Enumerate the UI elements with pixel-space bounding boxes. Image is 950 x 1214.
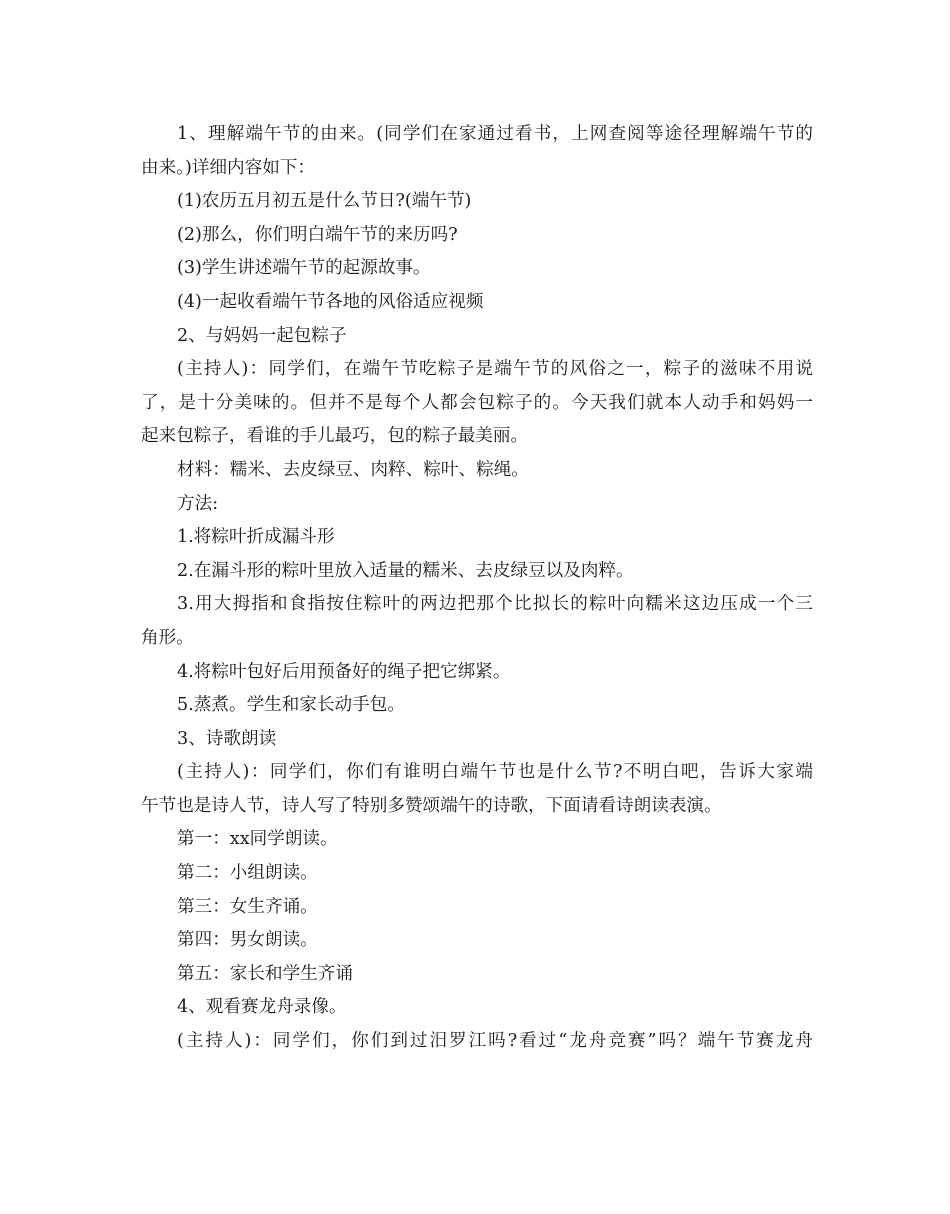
text-line: 3.用大拇指和食指按住粽叶的两边把那个比拟长的粽叶向糯米这边压成一个三 [177,594,813,615]
text-line: (主持人)：同学们，你们有谁明白端午节也是什么节?不明白吧，告诉大家端 [177,762,813,783]
text-line: (4)一起收看端午节各地的风俗适应视频 [177,291,484,312]
text-line: 2、与妈妈一起包粽子 [177,325,347,346]
text-line: (主持人)：同学们，在端午节吃粽子是端午节的风俗之一，粽子的滋味不用说 [177,359,813,380]
text-line: 第四：男女朗读。 [177,930,318,951]
text-line: 材料：糯米、去皮绿豆、肉粹、粽叶、粽绳。 [177,459,529,480]
text-line: (2)那么，你们明白端午节的来历吗? [177,224,458,245]
text-line: 了，是十分美味的。但并不是每个人都会包粽子的。今天我们就本人动手和妈妈一 [141,392,813,413]
document-body [141,118,813,1059]
text-line: 午节也是诗人节，诗人写了特别多赞颂端午的诗歌，下面请看诗朗读表演。 [141,795,722,816]
text-line: 3、诗歌朗读 [177,728,277,749]
text-line: 由来。)详细内容如下： [141,157,316,178]
text-line: (主持人)：同学们，你们到过汨罗江吗?看过“龙舟竞赛”吗？端午节赛龙舟 [177,1031,813,1052]
text-line: (1)农历五月初五是什么节日?(端午节) [177,191,472,212]
text-line: 4、观看赛龙舟录像。 [177,997,347,1018]
text-line: 起来包粽子，看谁的手儿最巧，包的粽子最美丽。 [141,426,529,447]
text-line: 1.将粽叶折成漏斗形 [177,527,335,548]
text-line: 角形。 [141,627,194,648]
text-line: (3)学生讲述端午节的起源故事。 [177,258,431,279]
text-line: 1、理解端午节的由来。(同学们在家通过看书，上网查阅等途径理解端午节的 [177,124,813,144]
text-line: 方法: [177,493,219,514]
text-line: 第二：小组朗读。 [177,863,318,884]
text-line: 4.将粽叶包好后用预备好的绳子把它绑紧。 [177,661,511,682]
text-line: 第三：女生齐诵。 [177,896,318,917]
text-line: 第五：家长和学生齐诵 [177,963,353,984]
text-line: 第一：xx同学朗读。 [177,829,338,850]
text-line: 5.蒸煮。学生和家长动手包。 [177,695,405,716]
text-line: 2.在漏斗形的粽叶里放入适量的糯米、去皮绿豆以及肉粹。 [177,560,634,581]
